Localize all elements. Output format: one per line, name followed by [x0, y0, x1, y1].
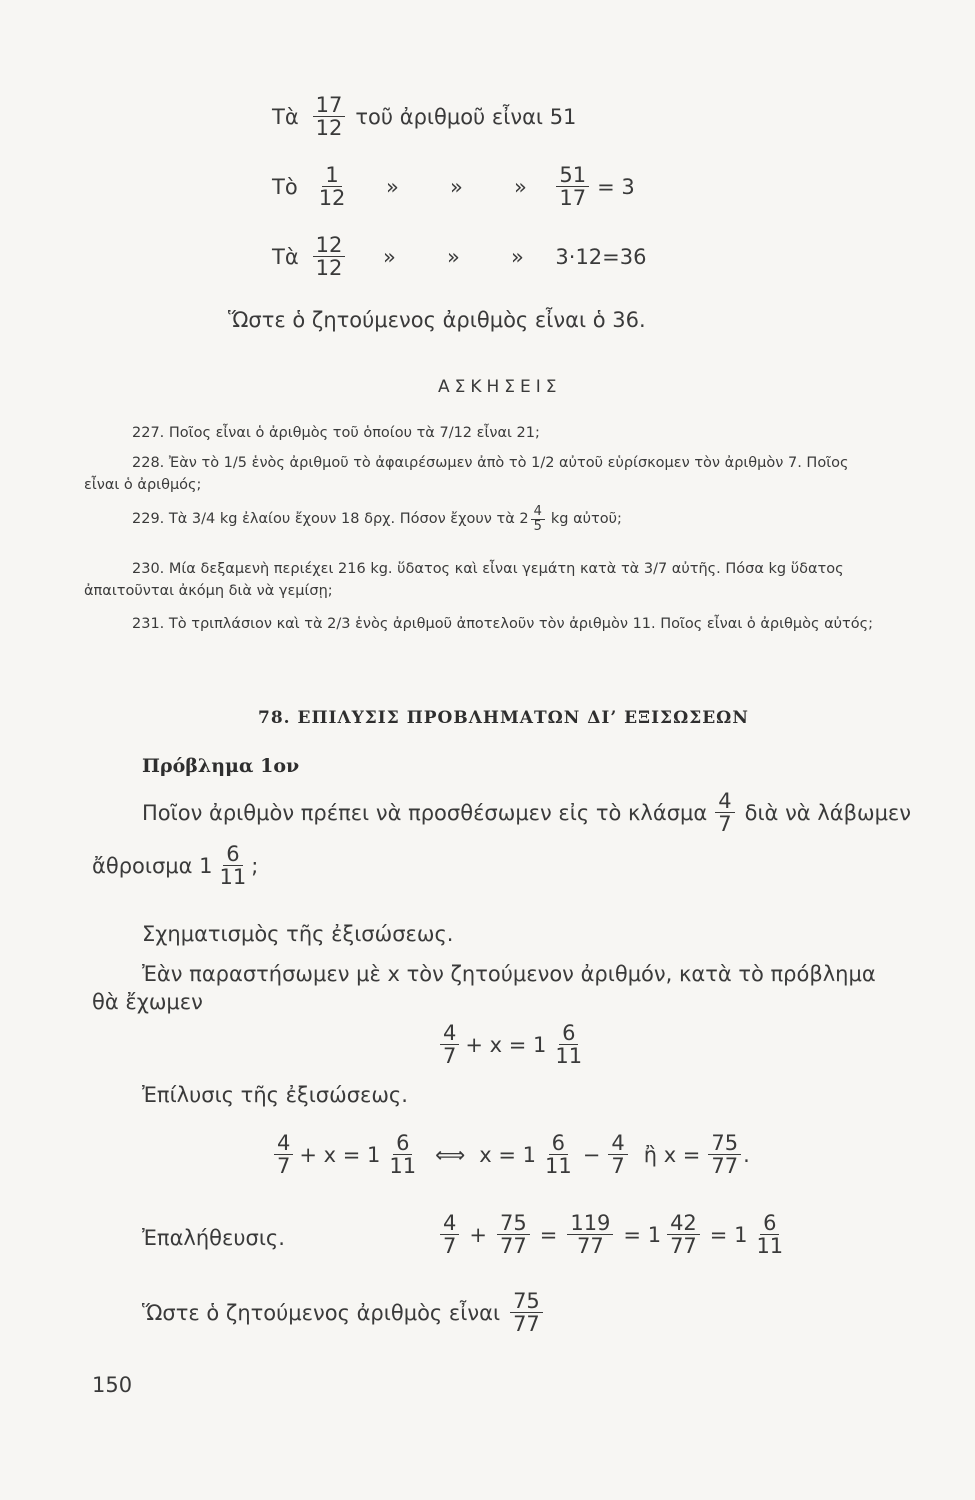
fraction-51-17: $\frac{51}{17}$ [556, 164, 589, 209]
frac-line-3 [272, 234, 646, 279]
check-label: Ἐπαλήθευσις. [142, 1226, 285, 1250]
exercise-227: 227. Ποῖος εἶναι ὁ ἀριθμὸς τοῦ ὁποίου τὰ 7/12 εἶναι 21; [132, 425, 540, 441]
ditto-mark: » [446, 244, 460, 269]
problem-title: Πρόβλημα 1ον [142, 755, 300, 777]
formation-label: Σχηματισμὸς τῆς ἐξισώσεως. [142, 922, 454, 946]
conclusion-36: Ὥστε ὁ ζητούμενος ἀριθμὸς εἶναι ὁ 36. [228, 308, 646, 332]
exercise-230: 230. Μία δεξαμενὴ περιέχει 216 kg. ὕδατος καὶ εἶναι γεμάτη κατὰ τὰ 3/7 αὐτῆς. Πόσα kg ὕδατος ἀπαιτοῦνται ἀκόμη διὰ νὰ γεμίσῃ; [84, 561, 844, 600]
ditto-mark: » [510, 244, 524, 269]
equivalence-arrow-icon: ⟺ [435, 1142, 466, 1167]
final-answer: Ὥστε ὁ ζητούμενος ἀριθμὸς εἶναι $\frac{75}{77}$ [142, 1290, 545, 1335]
word-ta: Τὰ [272, 104, 299, 129]
fraction-75-77: $\frac{75}{77}$ [510, 1290, 543, 1335]
fraction-4-5: $\frac{4}{5}$ [531, 505, 545, 533]
setup-text-2: θὰ ἔχωμεν [92, 990, 203, 1014]
equation-3: $\frac{4}{7}$ + $\frac{75}{77}$ = $\frac{119}{77}$ = 1 $\frac{42}{77}$ = 1 $\frac{6}{11}$ [438, 1212, 788, 1257]
equation-1: $\frac{4}{7}$ + x = 1 $\frac{6}{11}$ [438, 1022, 587, 1067]
ditto-mark: » [385, 174, 399, 199]
frac-line-1 [272, 94, 576, 139]
setup-text: Ἐὰν παραστήσωμεν μὲ x τὸν ζητούμενον ἀριθμόν, κατὰ τὸ πρόβλημα [142, 962, 876, 986]
fraction-12-12: $\frac{12}{12}$ [313, 234, 346, 279]
word-to: Τὸ [272, 174, 298, 199]
exercises-heading: ΑΣΚΗΣΕΙΣ [438, 377, 562, 397]
frac-line-2 [272, 164, 635, 209]
result-3: = 3 [597, 174, 635, 199]
result-36: 3·12=36 [555, 244, 647, 269]
ditto-mark: » [513, 174, 527, 199]
section-title: 78. ΕΠΙΛΥΣΙΣ ΠΡΟΒΛΗΜΑΤΩΝ ΔΙ’ ΕΞΙΣΩΣΕΩΝ [258, 708, 749, 728]
sum-line: ἄθροισμα 1 $\frac{6}{11}$ ; [92, 842, 259, 890]
fraction-6-11: $\frac{6}{11}$ [219, 842, 247, 890]
ditto-mark: » [449, 174, 463, 199]
solution-label: Ἐπίλυσις τῆς ἐξισώσεως. [142, 1083, 408, 1107]
fraction-17-12: $\frac{17}{12}$ [313, 94, 346, 139]
exercise-229: 229. Τὰ 3/4 kg ἐλαίου ἔχουν 18 δρχ. Πόσον ἔχουν τὰ 2 $\frac{4}{5}$ kg αὐτοῦ; [132, 504, 622, 534]
exercise-231: 231. Τὸ τριπλάσιον καὶ τὰ 2/3 ἑνὸς ἀριθμοῦ ἀποτελοῦν τὸν ἀριθμὸν 11. Ποῖος εἶναι ὁ ἀριθμὸς αὐτός; [132, 616, 874, 632]
page-number: 150 [92, 1373, 133, 1397]
fraction-4-7: $\frac{4}{7}$ [715, 790, 734, 835]
exercise-228: 228. Ἐὰν τὸ 1/5 ἑνὸς ἀριθμοῦ τὸ ἀφαιρέσωμεν ἀπὸ τὸ 1/2 αὐτοῦ εὑρίσκομεν τὸν ἀριθμὸν 7. Ποῖος εἶναι ὁ ἀριθμός; [84, 455, 849, 494]
equation-2: $\frac{4}{7}$ + x = 1 $\frac{6}{11}$ ⟺ x = 1 $\frac{6}{11}$ − $\frac{4}{7}$ ἢ x = $\frac{75}{77}$ . [272, 1132, 750, 1177]
fraction-1-12: $\frac{1}{12}$ [318, 163, 346, 211]
line-1-text: τοῦ ἀριθμοῦ εἶναι 51 [355, 104, 577, 129]
word-ta: Τὰ [272, 244, 299, 269]
ditto-mark: » [382, 244, 396, 269]
question-line: Ποῖον ἀριθμὸν πρέπει νὰ προσθέσωμεν εἰς τὸ κλάσμα $\frac{4}{7}$ διὰ νὰ λάβωμεν [142, 789, 912, 837]
